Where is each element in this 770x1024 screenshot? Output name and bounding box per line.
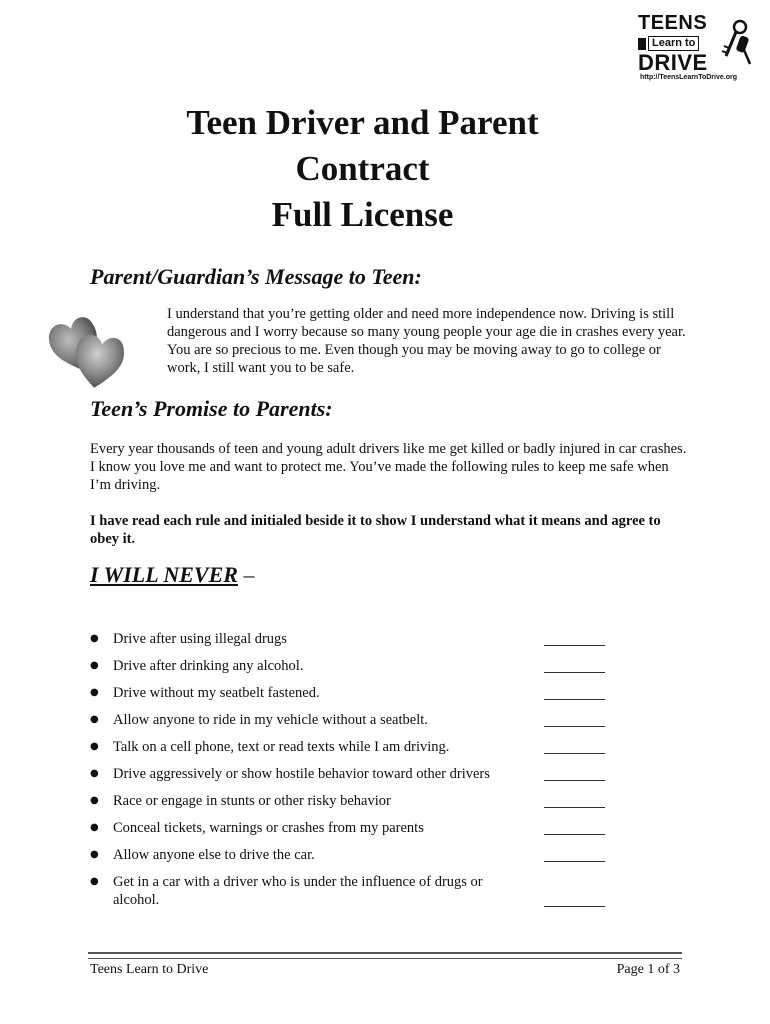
teens-learn-to-drive-logo [636, 12, 756, 82]
i-will-never-heading: I WILL NEVER – [90, 562, 255, 587]
rules-list [90, 630, 610, 918]
rule-item: ● Allow anyone to ride in my vehicle without a seatbelt. [90, 711, 610, 729]
rule-item: ● Drive aggressively or show hostile behavior toward other drivers [90, 765, 610, 783]
rule-item: ● Drive after drinking any alcohol. [90, 657, 610, 675]
initials-field[interactable] [544, 644, 605, 646]
rule-item: ● Drive after using illegal drugs [90, 630, 610, 648]
initials-field[interactable] [544, 698, 605, 700]
rule-item: ● Get in a car with a driver who is under the influence of drugs or alcohol. [90, 873, 610, 909]
rule-item: ● Talk on a cell phone, text or read texts while I am driving. [90, 738, 610, 756]
initials-field[interactable] [544, 779, 605, 781]
initials-field[interactable] [544, 905, 605, 907]
initials-field[interactable] [544, 833, 605, 835]
bullet-icon: ● [90, 633, 99, 644]
rule-item: ● Race or engage in stunts or other risky behavior [90, 792, 610, 810]
footer-page-number: Page 1 of 3 [616, 962, 680, 977]
initials-field[interactable] [544, 725, 605, 727]
bullet-icon: ● [90, 849, 99, 860]
initials-field[interactable] [544, 806, 605, 808]
initials-field[interactable] [544, 671, 605, 673]
title-line-3: Full License [271, 195, 454, 234]
bullet-icon: ● [90, 822, 99, 833]
bullet-icon: ● [90, 687, 99, 698]
bullet-icon: ● [90, 795, 99, 806]
rule-item: ● Conceal tickets, warnings or crashes from my parents [90, 819, 610, 837]
teen-promise-heading: Teen’s Promise to Parents: [90, 396, 333, 421]
hearts-icon [46, 310, 130, 392]
logo-url: http://TeensLearnToDrive.org [640, 74, 737, 81]
bullet-icon: ● [90, 768, 99, 779]
rule-item: ● Drive without my seatbelt fastened. [90, 684, 610, 702]
bullet-icon: ● [90, 714, 99, 725]
parent-message-text: I understand that you’re getting older and need more independence now. Driving is still dangerous and I worry because so many young people your age die in crashes every year. You are so precious to me. Even though you may be moving away to go to college or work, I still want you to be safe. [167, 306, 686, 376]
initials-field[interactable] [544, 860, 605, 862]
rule-item: ● Allow anyone else to drive the car. [90, 846, 610, 864]
logo-line-learn-to: Learn to [638, 36, 699, 51]
logo-line-teens: TEENS [638, 12, 708, 34]
parent-message-heading: Parent/Guardian’s Message to Teen: [90, 264, 422, 289]
bullet-icon: ● [90, 660, 99, 671]
bullet-icon: ● [90, 741, 99, 752]
title-line-1: Teen Driver and Parent [186, 103, 539, 142]
title-line-2: Contract [295, 149, 430, 188]
document-title [0, 100, 725, 238]
bullet-icon: ● [90, 876, 99, 887]
acknowledgement-text: I have read each rule and initialed beside it to show I understand what it means and agree to obey it. [90, 513, 661, 547]
footer-divider [88, 952, 682, 959]
initials-field[interactable] [544, 752, 605, 754]
footer-organization: Teens Learn to Drive [90, 962, 209, 977]
logo-line-drive: DRIVE [638, 50, 708, 75]
teen-promise-text: Every year thousands of teen and young adult drivers like me get killed or badly injured in car crashes. I know you love me and want to protect me. You’ve made the following rules to keep me safe when I’m driving. [90, 441, 687, 493]
car-keys-icon [720, 18, 754, 68]
